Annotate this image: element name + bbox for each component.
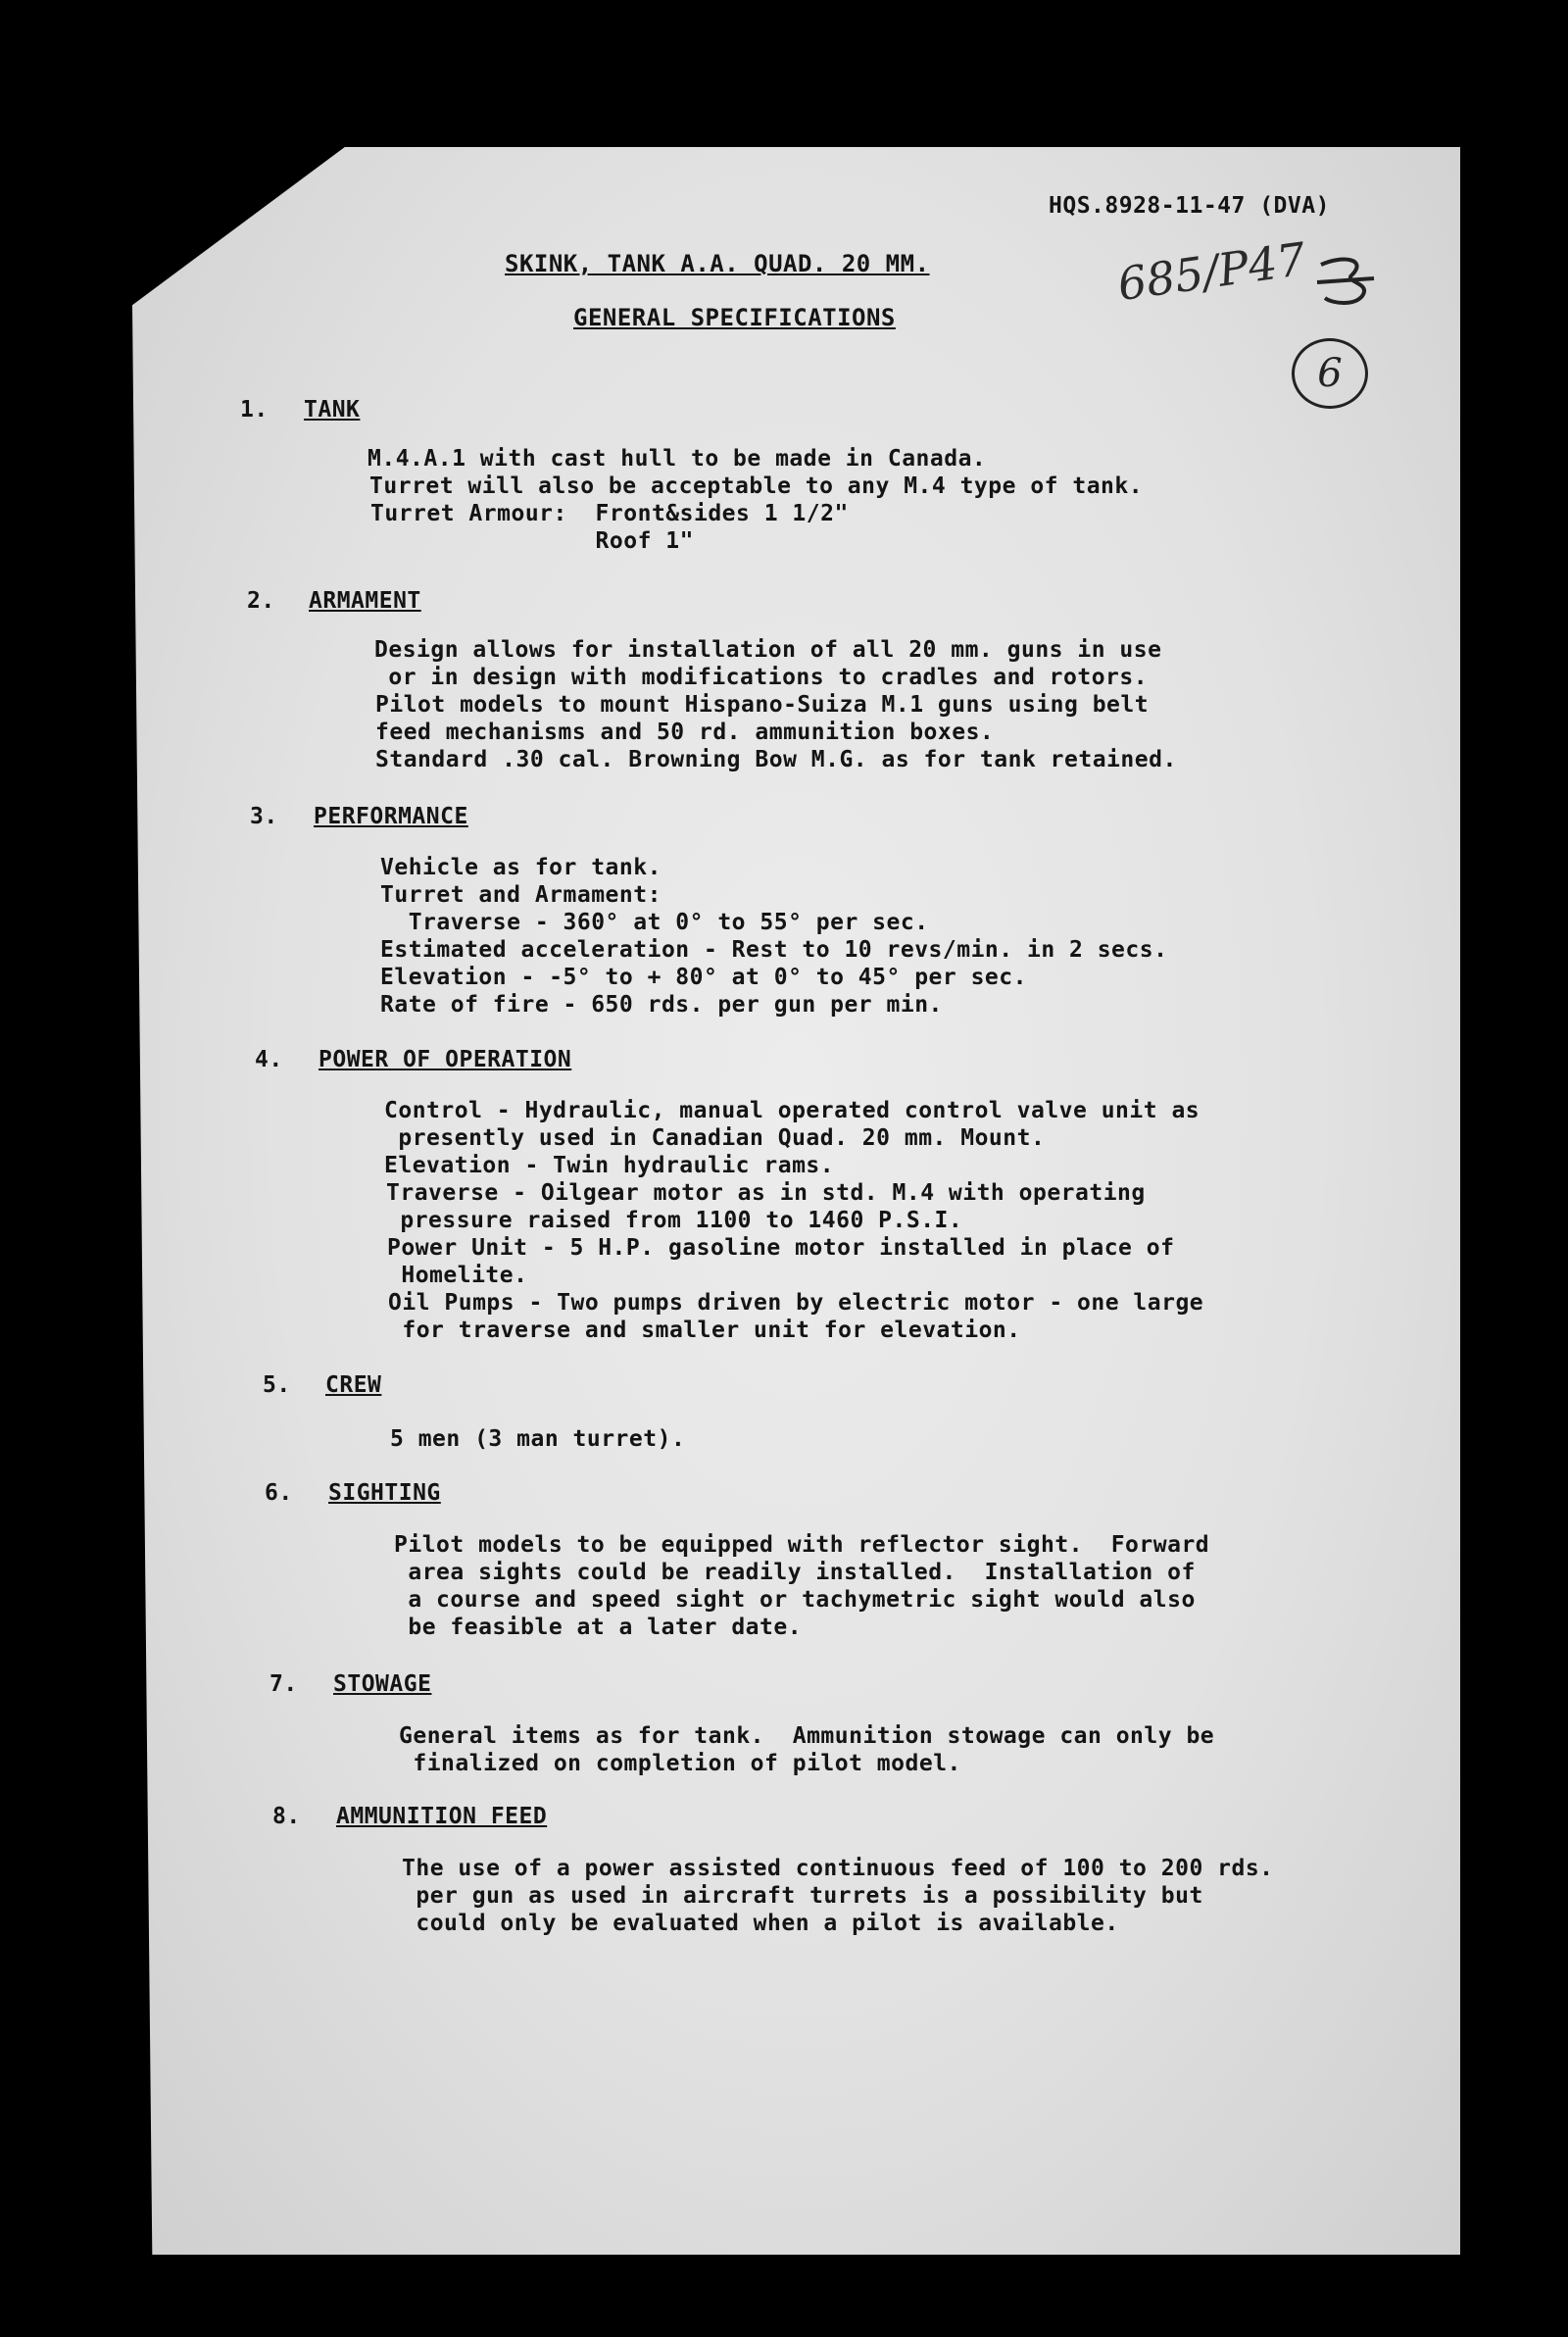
body-line: Pilot models to mount Hispano-Suiza M.1 guns using belt <box>375 692 1150 718</box>
body-line: Roof 1" <box>370 528 694 554</box>
section-number: 6. <box>265 1480 293 1506</box>
handwritten-mark-icon <box>1313 253 1382 312</box>
section-heading: POWER OF OPERATION <box>318 1047 572 1072</box>
section-number: 5. <box>263 1372 291 1398</box>
body-line: Rate of fire - 650 rds. per gun per min. <box>380 992 943 1018</box>
body-line: Elevation - Twin hydraulic rams. <box>384 1153 835 1178</box>
file-reference-number: HQS.8928-11-47 (DVA) <box>1049 193 1330 219</box>
body-line: Homelite. <box>387 1263 528 1288</box>
document-title: SKINK, TANK A.A. QUAD. 20 MM. <box>505 250 930 277</box>
body-line: Traverse - 360° at 0° to 55° per sec. <box>380 910 929 935</box>
body-line: be feasible at a later date. <box>394 1615 803 1640</box>
body-line: Turret and Armament: <box>380 882 662 908</box>
body-line: Vehicle as for tank. <box>380 855 662 880</box>
body-line: Turret will also be acceptable to any M.4 type of tank. <box>369 473 1144 499</box>
handwritten-reference: 685/P47 <box>1114 231 1309 312</box>
body-line: M.4.A.1 with cast hull to be made in Canada. <box>368 446 987 472</box>
body-line: General items as for tank. Ammunition stowage can only be <box>399 1723 1215 1749</box>
section-heading: SIGHTING <box>328 1480 441 1506</box>
body-line: Design allows for installation of all 20 mm. guns in use <box>374 637 1162 663</box>
body-line: Pilot models to be equipped with reflector sight. Forward <box>394 1532 1210 1558</box>
body-line: presently used in Canadian Quad. 20 mm. Mount. <box>384 1125 1046 1151</box>
body-line: Turret Armour: Front&sides 1 1/2" <box>370 501 849 526</box>
document-subtitle: GENERAL SPECIFICATIONS <box>573 304 896 331</box>
body-line: The use of a power assisted continuous feed of 100 to 200 rds. <box>402 1856 1274 1881</box>
section-number: 4. <box>255 1047 283 1072</box>
section-number: 1. <box>240 397 269 423</box>
body-line: 5 men (3 man turret). <box>390 1426 686 1452</box>
section-number: 2. <box>247 588 275 614</box>
section-heading: CREW <box>325 1372 382 1398</box>
section-heading: AMMUNITION FEED <box>336 1804 548 1829</box>
body-line: pressure raised from 1100 to 1460 P.S.I. <box>386 1208 963 1233</box>
body-line: or in design with modifications to cradles and rotors. <box>374 665 1149 690</box>
body-line: a course and speed sight or tachymetric sight would also <box>394 1587 1196 1613</box>
section-number: 3. <box>250 804 278 829</box>
body-line: Traverse - Oilgear motor as in std. M.4 with operating <box>386 1180 1146 1206</box>
circled-page-number: 6 <box>1292 338 1368 409</box>
section-heading: TANK <box>304 397 361 423</box>
body-line: Standard .30 cal. Browning Bow M.G. as for tank retained. <box>375 747 1177 772</box>
section-heading: ARMAMENT <box>309 588 421 614</box>
body-line: could only be evaluated when a pilot is available. <box>402 1911 1119 1936</box>
body-line: Estimated acceleration - Rest to 10 revs/min. in 2 secs. <box>380 937 1168 963</box>
body-line: Oil Pumps - Two pumps driven by electric motor - one large <box>388 1290 1204 1316</box>
body-line: Control - Hydraulic, manual operated control valve unit as <box>384 1098 1200 1123</box>
body-line: for traverse and smaller unit for elevation. <box>388 1318 1021 1343</box>
section-heading: PERFORMANCE <box>314 804 468 829</box>
body-line: Elevation - -5° to + 80° at 0° to 45° per sec. <box>380 965 1027 990</box>
section-number: 8. <box>272 1804 301 1829</box>
section-number: 7. <box>270 1671 298 1697</box>
section-heading: STOWAGE <box>333 1671 432 1697</box>
body-line: finalized on completion of pilot model. <box>399 1751 961 1776</box>
body-line: per gun as used in aircraft turrets is a possibility but <box>402 1883 1203 1909</box>
body-line: area sights could be readily installed. Installation of <box>394 1560 1196 1585</box>
body-line: feed mechanisms and 50 rd. ammunition boxes. <box>375 720 995 745</box>
body-line: Power Unit - 5 H.P. gasoline motor installed in place of <box>387 1235 1175 1261</box>
